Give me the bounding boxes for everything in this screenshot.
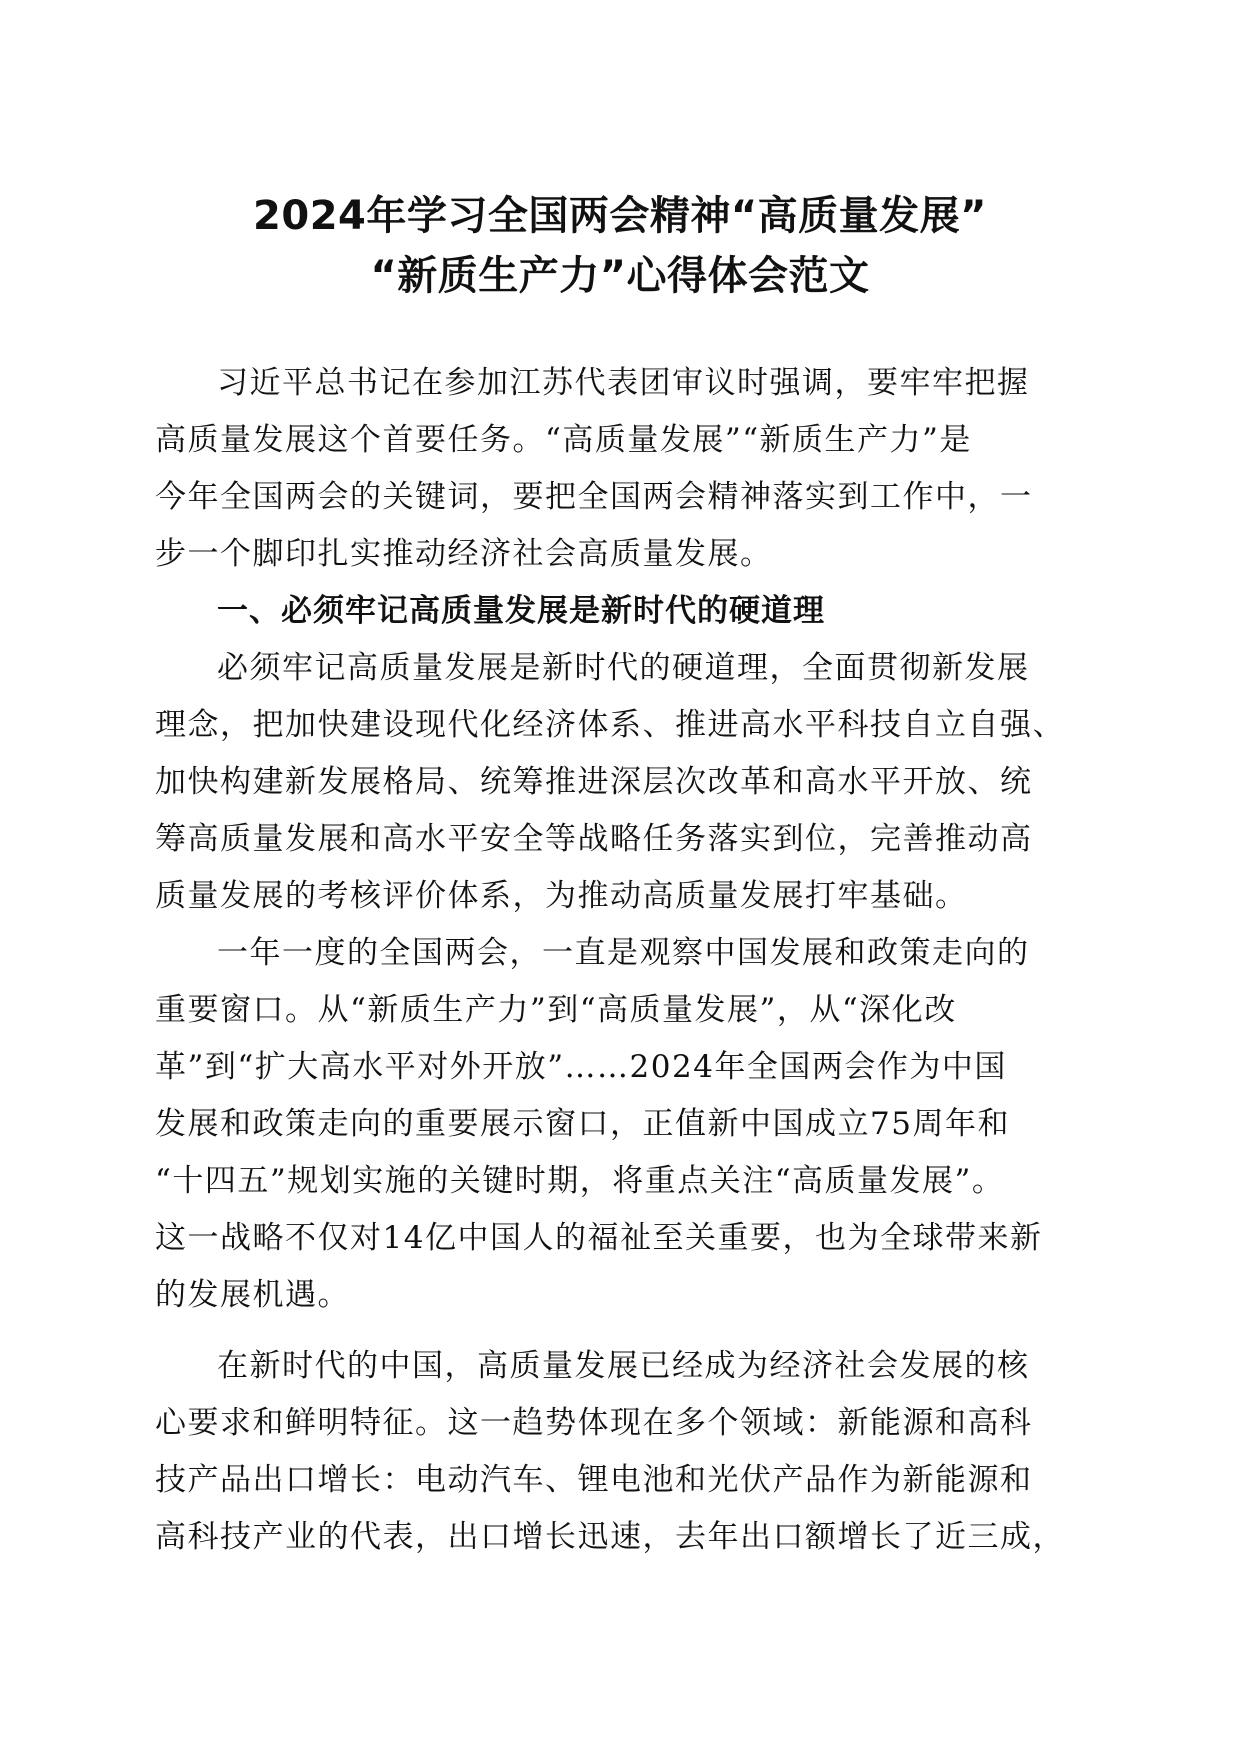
paragraph-line: 这一战略不仅对14亿中国人的福祉至关重要，也为全球带来新 xyxy=(155,1220,1043,1256)
paragraph-line: 的发展机遇。 xyxy=(155,1277,350,1313)
paragraph-line: 今年全国两会的关键词，要把全国两会精神落实到工作中，一 xyxy=(155,479,1033,515)
paragraph-line: 革”到“扩大高水平对外开放”……2024年全国两会作为中国 xyxy=(155,1049,1007,1085)
paragraph-two-sessions xyxy=(155,925,1080,1324)
paragraph-line: 理念，把加快建设现代化经济体系、推进高水平科技自立自强、 xyxy=(155,707,1065,743)
document-title-line-1: 2024年学习全国两会精神“高质量发展” xyxy=(253,193,987,239)
document-body xyxy=(155,355,1080,1566)
paragraph-line: “十四五”规划实施的关键时期，将重点关注“高质量发展”。 xyxy=(155,1163,1005,1199)
paragraph-new-era xyxy=(155,1338,1080,1566)
document-title-line-2: “新质生产力”心得体会范文 xyxy=(370,253,870,299)
paragraph-line: 质量发展的考核评价体系，为推动高质量发展打牢基础。 xyxy=(155,878,968,914)
paragraph-line: 筹高质量发展和高水平安全等战略任务落实到位，完善推动高 xyxy=(155,821,1033,857)
section-heading-1: 一、必须牢记高质量发展是新时代的硬道理 xyxy=(217,593,825,629)
paragraph-intro xyxy=(155,355,1080,583)
paragraph-line: 高质量发展这个首要任务。“高质量发展”“新质生产力”是 xyxy=(155,422,972,458)
paragraph-line: 步一个脚印扎实推动经济社会高质量发展。 xyxy=(155,536,773,572)
paragraph-line: 必须牢记高质量发展是新时代的硬道理，全面贯彻新发展 xyxy=(217,650,1030,686)
paragraph-line: 重要窗口。从“新质生产力”到“高质量发展”，从“深化改 xyxy=(155,992,957,1028)
paragraph-line: 心要求和鲜明特征。这一趋势体现在多个领域：新能源和高科 xyxy=(155,1405,1033,1441)
paragraph-line: 在新时代的中国，高质量发展已经成为经济社会发展的核 xyxy=(217,1348,1030,1384)
paragraph-line: 高科技产业的代表，出口增长迅速，去年出口额增长了近三成， xyxy=(155,1519,1065,1555)
paragraph-line: 加快构建新发展格局、统筹推进深层次改革和高水平开放、统 xyxy=(155,764,1033,800)
paragraph-gap xyxy=(155,1324,1080,1338)
paragraph-line: 发展和政策走向的重要展示窗口，正值新中国成立75周年和 xyxy=(155,1106,1010,1142)
paragraph-line: 技产品出口增长：电动汽车、锂电池和光伏产品作为新能源和 xyxy=(155,1462,1033,1498)
paragraph-section-1 xyxy=(155,640,1080,925)
paragraph-line: 一年一度的全国两会，一直是观察中国发展和政策走向的 xyxy=(217,935,1030,971)
paragraph-line: 习近平总书记在参加江苏代表团审议时强调，要牢牢把握 xyxy=(217,365,1030,401)
